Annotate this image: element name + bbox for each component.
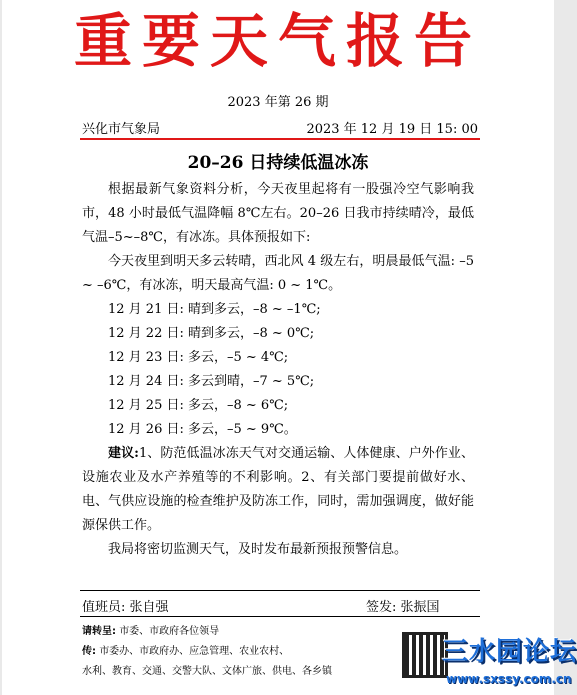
closing-paragraph: 我局将密切监测天气，及时发布最新预报预警信息。 — [108, 542, 408, 557]
forecast-item: 12 月 21 日: 晴到多云，–8 ~ –1℃; — [108, 302, 321, 317]
forecast-item: 12 月 22 日: 晴到多云，–8 ~ 0℃; — [108, 326, 315, 341]
signer: 签发: 张振国 — [366, 600, 440, 615]
forecast-item: 12 月 23 日: 多云，–5 ~ 4℃; — [108, 350, 289, 365]
send-line-2: 水利、教育、交通、交警大队、文体广旅、供电、各乡镇 — [82, 666, 332, 677]
issue-number: 2023 年第 26 期 — [227, 95, 329, 110]
forecast-item: 12 月 26 日: 多云，–5 ~ 9℃。 — [108, 422, 297, 437]
tonight-paragraph: 今天夜里到明天多云转晴，西北风 4 级左右，明晨最低气温: –5 ~ –6℃，有冰冻，明天最高气温: 0 ~ 1℃。 — [82, 254, 474, 293]
headline: 20–26 日持续低温冰冻 — [187, 153, 369, 173]
advice-paragraph — [82, 442, 474, 538]
issuer: 兴化市气象局 — [82, 122, 161, 137]
watermark-text: 三水园论坛 — [442, 637, 577, 667]
advice-text: 1、防范低温冰冻天气对交通运输、人体健康、户外作业、设施农业及水产养殖等的不利影响。2、有关部门要提前做好水、电、气供应设施的检查维护及防冻工作，同时，需加强调度，做好能源保供工作。 — [82, 446, 474, 533]
report-label: 请转呈: — [82, 626, 116, 637]
red-divider — [80, 138, 480, 140]
intro-paragraph: 根据最新气象资料分析，今天夜里起将有一股强冷空气影响我市，48 小时最低气温降幅 8℃左右。20–26 日我市持续晴冷，最低气温–5~–8℃，有冰冻。具体预报如下: — [82, 182, 474, 245]
distribution-list — [82, 622, 412, 682]
advice-label: 建议: — [108, 446, 139, 461]
send-label: 传: — [82, 646, 96, 657]
masthead-title: 重要天气报告 — [73, 7, 482, 75]
send-line — [82, 642, 412, 662]
send-to-1: 市委办、市政府办、应急管理、农业农村、 — [99, 646, 290, 657]
forum-watermark — [402, 632, 577, 695]
footer-top-rule — [80, 590, 480, 591]
report-to: 市委、市政府各位领导 — [119, 626, 220, 637]
report-line — [82, 622, 412, 642]
meta-row — [82, 118, 478, 138]
document-page — [2, 0, 577, 695]
report-body — [82, 178, 474, 562]
forecast-item: 12 月 25 日: 多云，–8 ~ 6℃; — [108, 398, 289, 413]
watermark-url: www.sxssy.com.cn — [446, 672, 572, 686]
forecast-item: 12 月 24 日: 多云到晴，–7 ~ 5℃; — [108, 374, 315, 389]
issue-datetime: 2023 年 12 月 19 日 15: 00 — [306, 122, 478, 137]
footer-bottom-rule — [80, 616, 480, 617]
duty-officer: 值班员: 张自强 — [82, 600, 169, 615]
